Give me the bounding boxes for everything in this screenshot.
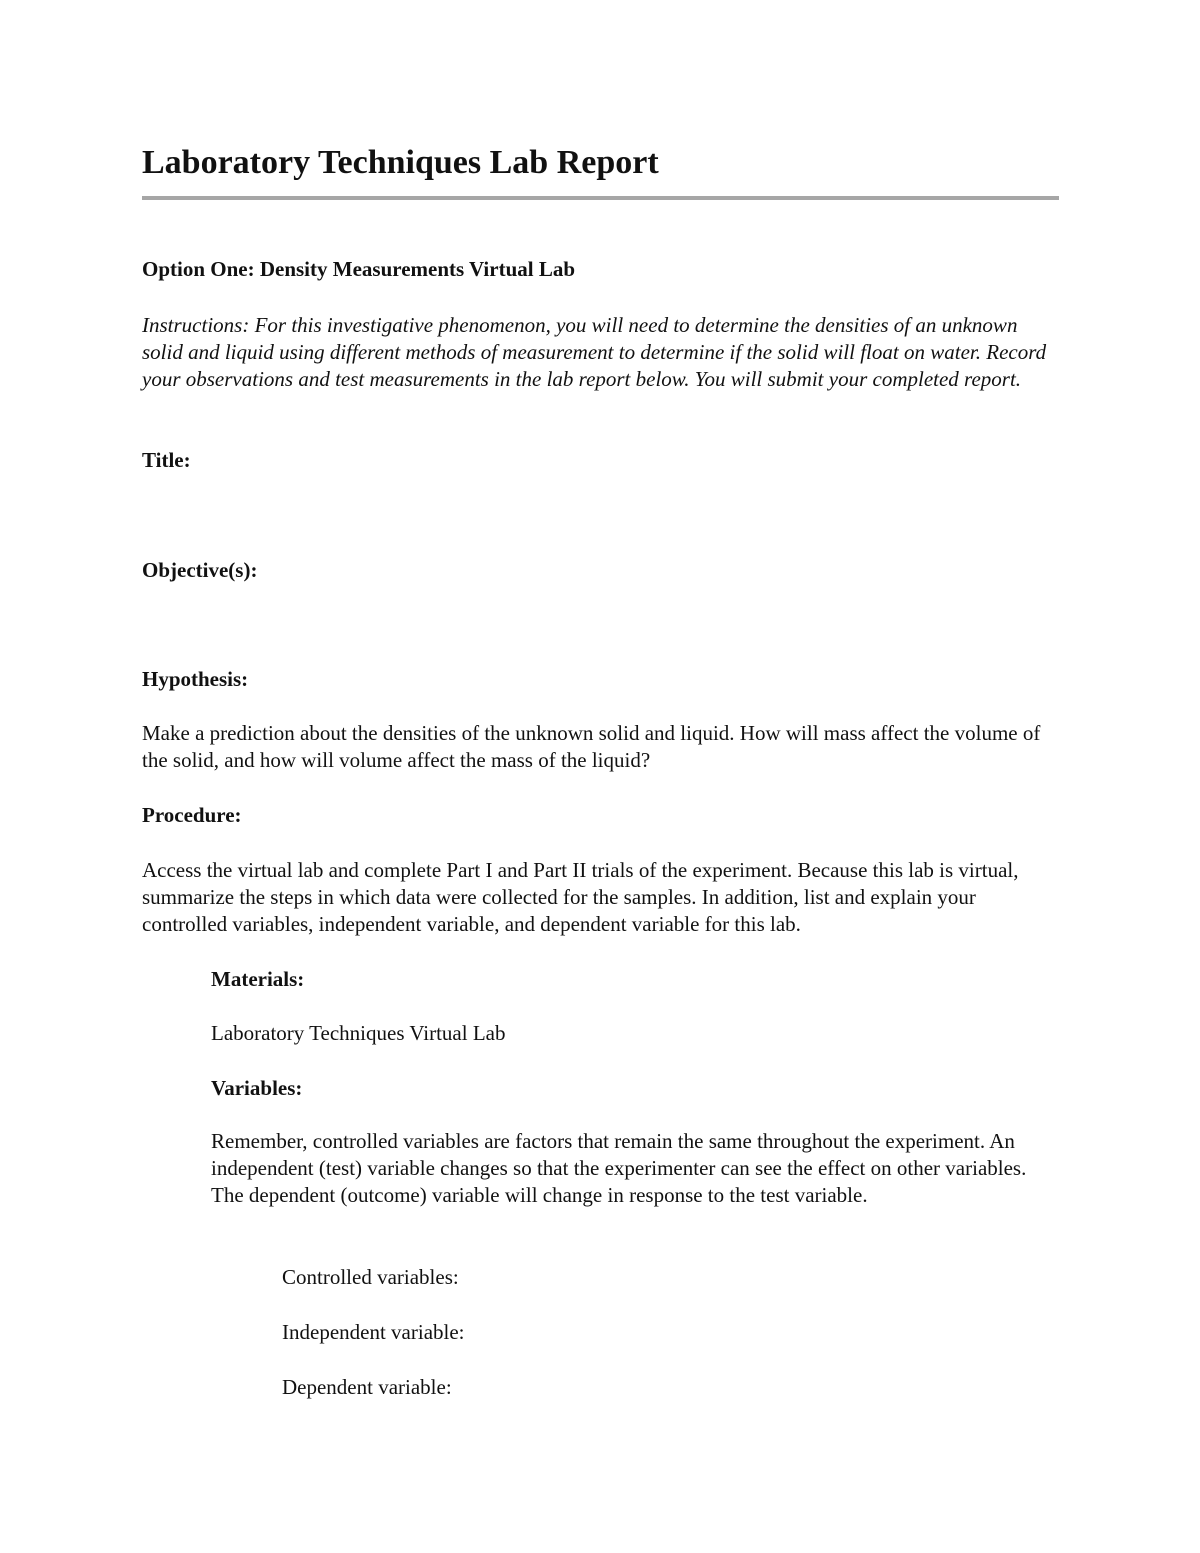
document-title: Laboratory Techniques Lab Report bbox=[142, 144, 659, 181]
procedure-label: Procedure: bbox=[142, 803, 242, 827]
variables-label: Variables: bbox=[211, 1076, 303, 1100]
materials-text: Laboratory Techniques Virtual Lab bbox=[211, 1021, 506, 1045]
independent-variable-label: Independent variable: bbox=[282, 1320, 465, 1344]
variables-text: Remember, controlled variables are factors that remain the same throughout the experiment. An independent (test) variable changes so that the experimenter can see the effect on other variables. The dependent (outcome) variable will change in response to the test variable. bbox=[211, 1129, 1027, 1207]
hypothesis-label: Hypothesis: bbox=[142, 667, 249, 691]
objectives-label: Objective(s): bbox=[142, 558, 258, 582]
instructions-text: Instructions: For this investigative phenomenon, you will need to determine the densities of an unknown solid and liquid using different methods of measurement to determine if the solid will float on water. Record your observations and test measurements in the lab report below. You will submit your completed report. bbox=[142, 313, 1047, 391]
option-heading: Option One: Density Measurements Virtual Lab bbox=[142, 257, 576, 281]
procedure-text: Access the virtual lab and complete Part I and Part II trials of the experiment. Because this lab is virtual, summarize the steps in which data were collected for the samples. In addition, list and explain your controlled variables, independent variable, and dependent variable for this lab. bbox=[142, 858, 1019, 936]
controlled-variables-label: Controlled variables: bbox=[282, 1265, 459, 1289]
hypothesis-text: Make a prediction about the densities of the unknown solid and liquid. How will mass affect the volume of the solid, and how will volume affect the mass of the liquid? bbox=[142, 721, 1041, 772]
dependent-variable-label: Dependent variable: bbox=[282, 1375, 452, 1399]
title-divider bbox=[142, 196, 1059, 200]
materials-label: Materials: bbox=[211, 967, 305, 991]
title-label: Title: bbox=[142, 448, 191, 472]
